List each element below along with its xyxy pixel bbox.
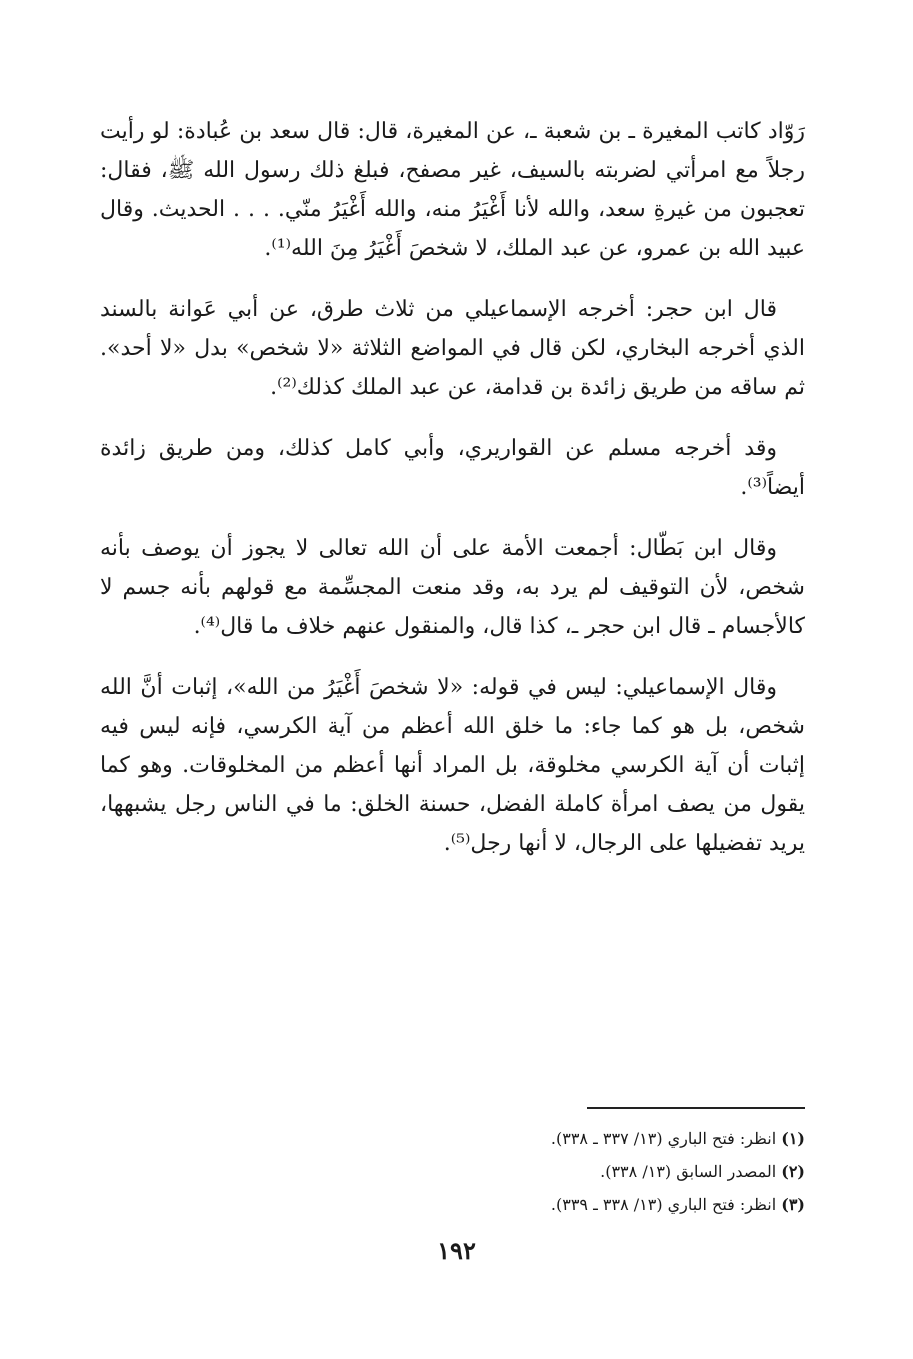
footnote-3	[305, 1188, 805, 1221]
main-text	[100, 112, 805, 885]
footnote-divider	[587, 1107, 805, 1109]
footnote-text: انظر: فتح الباري (١٣/ ٣٣٧ ـ ٣٣٨).	[550, 1129, 777, 1148]
page-number: ١٩٢	[437, 1236, 476, 1265]
footnote-number: (٣)	[781, 1195, 805, 1214]
paragraph-3: وقد أخرجه مسلم عن القواريري، وأبي كامل كذلك، ومن طريق زائدة أيضاً⁽³⁾.	[100, 436, 805, 500]
paragraph-1: رَوّاد كاتب المغيرة ـ بن شعبة ـ، عن المغيرة، قال: قال سعد بن عُبادة: لو رأيت رجلاً مع امرأتي لضربته بالسيف، غير مصفح، فبلغ ذلك رسول الله ﷺ، فقال: تعجبون من غيرةِ سعد، والله لأنا أَغْيَرُ منه، والله أَغْيَرُ منّي. . . . الحديث. وقال عبيد الله بن عمرو، عن عبد الملك، لا شخصَ أَغْيَرُ مِنَ الله⁽¹⁾.	[100, 119, 805, 261]
footnote-text: المصدر السابق (١٣/ ٣٣٨).	[600, 1162, 777, 1181]
footnote-number: (٢)	[781, 1162, 805, 1181]
paragraph-4: وقال ابن بَطّال: أجمعت الأمة على أن الله تعالى لا يجوز أن يوصف بأنه شخص، لأن التوقيف لم يرد به، وقد منعت المجسِّمة مع قولهم بأنه جسم لا كالأجسام ـ قال ابن حجر ـ، كذا قال، والمنقول عنهم خلاف ما قال⁽⁴⁾.	[100, 536, 805, 639]
paragraph-2: قال ابن حجر: أخرجه الإسماعيلي من ثلاث طرق، عن أبي عَوانة بالسند الذي أخرجه البخاري، لكن قال في المواضع الثلاثة «لا شخص» بدل «لا أحد». ثم ساقه من طريق زائدة بن قدامة، عن عبد الملك كذلك⁽²⁾.	[100, 297, 805, 400]
paragraph-5: وقال الإسماعيلي: ليس في قوله: «لا شخصَ أَغْيَرُ من الله»، إثبات أنَّ الله شخص، بل هو كما جاء: ما خلق الله أعظم من آية الكرسي، فإنه ليس فيه إثبات أن آية الكرسي مخلوقة، بل المراد أنها أعظم من المخلوقات. وهو كما يقول من يصف امرأة كاملة الفضل، حسنة الخلق: ما في الناس رجل يشبهها، يريد تفضيلها على الرجال، لا أنها رجل⁽⁵⁾.	[100, 675, 805, 856]
footnote-text: انظر: فتح الباري (١٣/ ٣٣٨ ـ ٣٣٩).	[550, 1195, 777, 1214]
footnote-2	[305, 1155, 805, 1188]
footnote-number: (١)	[781, 1129, 805, 1148]
footnote-1	[305, 1122, 805, 1155]
footnotes	[305, 1122, 805, 1221]
